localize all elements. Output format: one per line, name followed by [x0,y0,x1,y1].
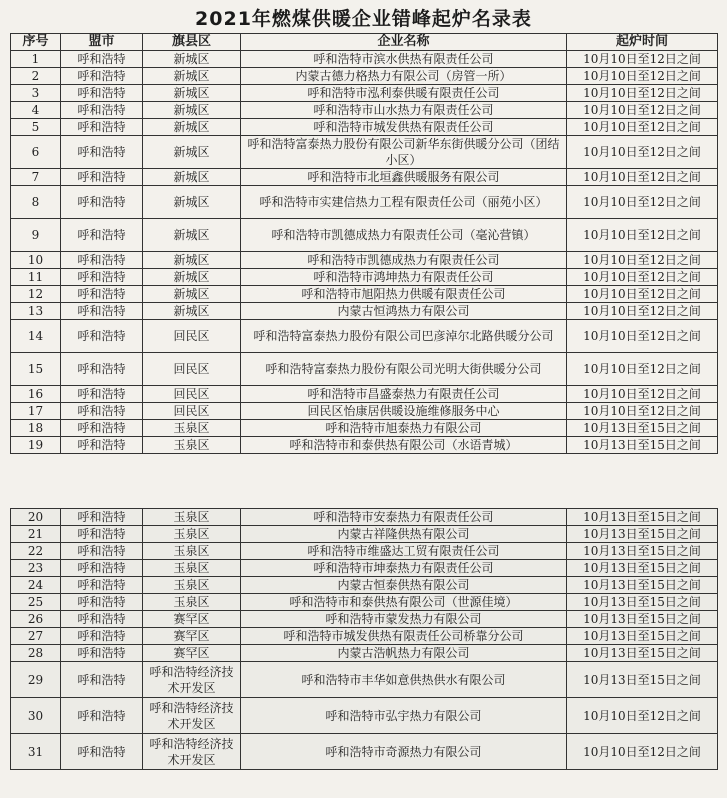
cell-district: 玉泉区 [143,594,241,611]
cell-city: 呼和浩特 [61,611,143,628]
cell-company: 呼和浩特富泰热力股份有限公司光明大街供暖分公司 [241,353,567,386]
cell-no: 21 [11,526,61,543]
cell-time: 10月13日至15日之间 [567,628,718,645]
cell-city: 呼和浩特 [61,386,143,403]
header-city: 盟市 [61,34,143,51]
cell-no: 19 [11,437,61,454]
table-row [11,526,718,543]
cell-city: 呼和浩特 [61,509,143,526]
cell-company: 回民区怡康居供暖设施维修服务中心 [241,403,567,420]
cell-no: 16 [11,386,61,403]
cell-company: 呼和浩特市实建信热力工程有限责任公司（丽苑小区） [241,186,567,219]
cell-no: 28 [11,645,61,662]
cell-district: 玉泉区 [143,437,241,454]
cell-city: 呼和浩特 [61,734,143,770]
cell-time: 10月10日至12日之间 [567,269,718,286]
header-no: 序号 [11,34,61,51]
cell-no: 7 [11,169,61,186]
cell-no: 10 [11,252,61,269]
cell-company: 呼和浩特市和泰供热有限公司（水语青城） [241,437,567,454]
cell-no: 17 [11,403,61,420]
cell-city: 呼和浩特 [61,353,143,386]
table-row [11,734,718,770]
header-time: 起炉时间 [567,34,718,51]
cell-district: 玉泉区 [143,577,241,594]
cell-city: 呼和浩特 [61,303,143,320]
cell-time: 10月13日至15日之间 [567,509,718,526]
cell-no: 14 [11,320,61,353]
table-row [11,320,718,353]
cell-company: 呼和浩特市城发供热有限责任公司桥靠分公司 [241,628,567,645]
cell-no: 5 [11,119,61,136]
cell-company: 呼和浩特市凯德成热力有限责任公司（毫沁营镇） [241,219,567,252]
cell-city: 呼和浩特 [61,662,143,698]
cell-company: 呼和浩特市凯德成热力有限责任公司 [241,252,567,269]
header-company: 企业名称 [241,34,567,51]
cell-company: 内蒙古恒鸿热力有限公司 [241,303,567,320]
cell-district: 回民区 [143,386,241,403]
table-row [11,611,718,628]
cell-company: 呼和浩特富泰热力股份有限公司巴彦淖尔北路供暖分公司 [241,320,567,353]
cell-city: 呼和浩特 [61,577,143,594]
cell-no: 27 [11,628,61,645]
cell-city: 呼和浩特 [61,169,143,186]
cell-time: 10月13日至15日之间 [567,420,718,437]
table-row [11,252,718,269]
table-row [11,403,718,420]
table-row [11,353,718,386]
cell-time: 10月10日至12日之间 [567,119,718,136]
cell-company: 呼和浩特市泓利泰供暖有限责任公司 [241,85,567,102]
cell-time: 10月10日至12日之间 [567,169,718,186]
document-title: 2021年燃煤供暖企业错峰起炉名录表 [195,8,532,30]
cell-district: 赛罕区 [143,628,241,645]
cell-time: 10月10日至12日之间 [567,303,718,320]
cell-time: 10月10日至12日之间 [567,286,718,303]
cell-city: 呼和浩特 [61,136,143,169]
table-row [11,560,718,577]
cell-no: 11 [11,269,61,286]
cell-district: 新城区 [143,303,241,320]
table-row [11,269,718,286]
cell-time: 10月10日至12日之间 [567,136,718,169]
table-row [11,119,718,136]
cell-time: 10月10日至12日之间 [567,252,718,269]
cell-no: 3 [11,85,61,102]
table-row [11,169,718,186]
cell-no: 15 [11,353,61,386]
cell-company: 呼和浩特市丰华如意供热供水有限公司 [241,662,567,698]
cell-district: 回民区 [143,403,241,420]
cell-time: 10月10日至12日之间 [567,403,718,420]
table-row [11,645,718,662]
cell-district: 赛罕区 [143,611,241,628]
cell-city: 呼和浩特 [61,68,143,85]
cell-no: 6 [11,136,61,169]
cell-time: 10月13日至15日之间 [567,594,718,611]
cell-district: 玉泉区 [143,509,241,526]
cell-no: 4 [11,102,61,119]
cell-district: 新城区 [143,102,241,119]
cell-time: 10月10日至12日之间 [567,386,718,403]
table-row [11,594,718,611]
cell-company: 呼和浩特市鸿坤热力有限责任公司 [241,269,567,286]
table-row [11,437,718,454]
cell-time: 10月10日至12日之间 [567,51,718,68]
cell-time: 10月10日至12日之间 [567,698,718,734]
cell-company: 呼和浩特市昌盛泰热力有限责任公司 [241,386,567,403]
cell-time: 10月13日至15日之间 [567,577,718,594]
cell-company: 呼和浩特富泰热力股份有限公司新华东街供暖分公司（团结小区） [241,136,567,169]
table-row [11,286,718,303]
table-body-part-2 [11,509,718,770]
cell-no: 20 [11,509,61,526]
cell-time: 10月10日至12日之间 [567,102,718,119]
cell-no: 31 [11,734,61,770]
table-row [11,386,718,403]
cell-no: 13 [11,303,61,320]
table-row [11,543,718,560]
cell-district: 新城区 [143,68,241,85]
table-row [11,85,718,102]
cell-district: 新城区 [143,219,241,252]
cell-city: 呼和浩特 [61,628,143,645]
cell-city: 呼和浩特 [61,437,143,454]
cell-district: 玉泉区 [143,560,241,577]
cell-city: 呼和浩特 [61,594,143,611]
cell-no: 25 [11,594,61,611]
cell-city: 呼和浩特 [61,252,143,269]
table-row [11,68,718,85]
table-row [11,577,718,594]
cell-no: 9 [11,219,61,252]
cell-no: 2 [11,68,61,85]
table-header-row [11,34,718,51]
cell-city: 呼和浩特 [61,119,143,136]
cell-city: 呼和浩特 [61,269,143,286]
cell-city: 呼和浩特 [61,543,143,560]
cell-district: 呼和浩特经济技术开发区 [143,698,241,734]
cell-district: 新城区 [143,51,241,68]
cell-district: 呼和浩特经济技术开发区 [143,662,241,698]
table-row [11,698,718,734]
cell-district: 新城区 [143,85,241,102]
cell-no: 30 [11,698,61,734]
cell-time: 10月13日至15日之间 [567,543,718,560]
cell-district: 新城区 [143,136,241,169]
table-row [11,186,718,219]
table-row [11,662,718,698]
cell-company: 呼和浩特市山水热力有限责任公司 [241,102,567,119]
cell-city: 呼和浩特 [61,320,143,353]
heating-table-part-2 [10,508,718,770]
cell-company: 内蒙古浩帆热力有限公司 [241,645,567,662]
cell-company: 呼和浩特市维盛达工贸有限责任公司 [241,543,567,560]
cell-city: 呼和浩特 [61,85,143,102]
cell-district: 玉泉区 [143,543,241,560]
table-row [11,303,718,320]
cell-company: 内蒙古德力格热力有限公司（房管一所） [241,68,567,85]
cell-district: 新城区 [143,169,241,186]
cell-company: 呼和浩特市滨水供热有限责任公司 [241,51,567,68]
heating-table-part-1 [10,33,718,454]
cell-district: 新城区 [143,269,241,286]
cell-no: 1 [11,51,61,68]
cell-time: 10月10日至12日之间 [567,186,718,219]
cell-city: 呼和浩特 [61,51,143,68]
cell-company: 呼和浩特市弘宇热力有限公司 [241,698,567,734]
cell-city: 呼和浩特 [61,403,143,420]
cell-time: 10月10日至12日之间 [567,85,718,102]
cell-company: 呼和浩特市和泰供热有限公司（世源佳境） [241,594,567,611]
cell-city: 呼和浩特 [61,102,143,119]
cell-city: 呼和浩特 [61,420,143,437]
cell-time: 10月13日至15日之间 [567,611,718,628]
cell-time: 10月10日至12日之间 [567,68,718,85]
cell-company: 呼和浩特市蒙发热力有限公司 [241,611,567,628]
cell-no: 8 [11,186,61,219]
cell-time: 10月13日至15日之间 [567,437,718,454]
cell-company: 内蒙古祥隆供热有限公司 [241,526,567,543]
cell-city: 呼和浩特 [61,560,143,577]
cell-district: 新城区 [143,119,241,136]
cell-district: 新城区 [143,286,241,303]
cell-city: 呼和浩特 [61,526,143,543]
cell-time: 10月10日至12日之间 [567,320,718,353]
cell-district: 新城区 [143,186,241,219]
cell-time: 10月13日至15日之间 [567,560,718,577]
cell-no: 22 [11,543,61,560]
table-row [11,136,718,169]
cell-no: 23 [11,560,61,577]
table-row [11,219,718,252]
cell-district: 赛罕区 [143,645,241,662]
table-row [11,509,718,526]
cell-city: 呼和浩特 [61,286,143,303]
cell-company: 内蒙古恒泰供热有限公司 [241,577,567,594]
cell-company: 呼和浩特市奇源热力有限公司 [241,734,567,770]
cell-company: 呼和浩特市北垣鑫供暖服务有限公司 [241,169,567,186]
cell-no: 12 [11,286,61,303]
cell-time: 10月13日至15日之间 [567,662,718,698]
cell-company: 呼和浩特市坤泰热力有限责任公司 [241,560,567,577]
cell-district: 回民区 [143,353,241,386]
cell-time: 10月10日至12日之间 [567,734,718,770]
cell-district: 呼和浩特经济技术开发区 [143,734,241,770]
cell-district: 回民区 [143,320,241,353]
cell-city: 呼和浩特 [61,698,143,734]
cell-company: 呼和浩特市旭阳热力供暖有限责任公司 [241,286,567,303]
cell-time: 10月10日至12日之间 [567,219,718,252]
cell-no: 18 [11,420,61,437]
cell-time: 10月10日至12日之间 [567,353,718,386]
table-row [11,51,718,68]
table-row [11,628,718,645]
cell-no: 29 [11,662,61,698]
cell-company: 呼和浩特市旭泰热力有限公司 [241,420,567,437]
cell-company: 呼和浩特市安泰热力有限责任公司 [241,509,567,526]
page-gap [0,483,727,507]
cell-company: 呼和浩特市城发供热有限责任公司 [241,119,567,136]
table-row [11,420,718,437]
cell-district: 新城区 [143,252,241,269]
cell-city: 呼和浩特 [61,219,143,252]
cell-no: 24 [11,577,61,594]
table-body-part-1 [11,51,718,454]
cell-no: 26 [11,611,61,628]
header-district: 旗县区 [143,34,241,51]
table-row [11,102,718,119]
cell-district: 玉泉区 [143,526,241,543]
cell-district: 玉泉区 [143,420,241,437]
cell-time: 10月13日至15日之间 [567,645,718,662]
cell-city: 呼和浩特 [61,645,143,662]
cell-time: 10月13日至15日之间 [567,526,718,543]
cell-city: 呼和浩特 [61,186,143,219]
